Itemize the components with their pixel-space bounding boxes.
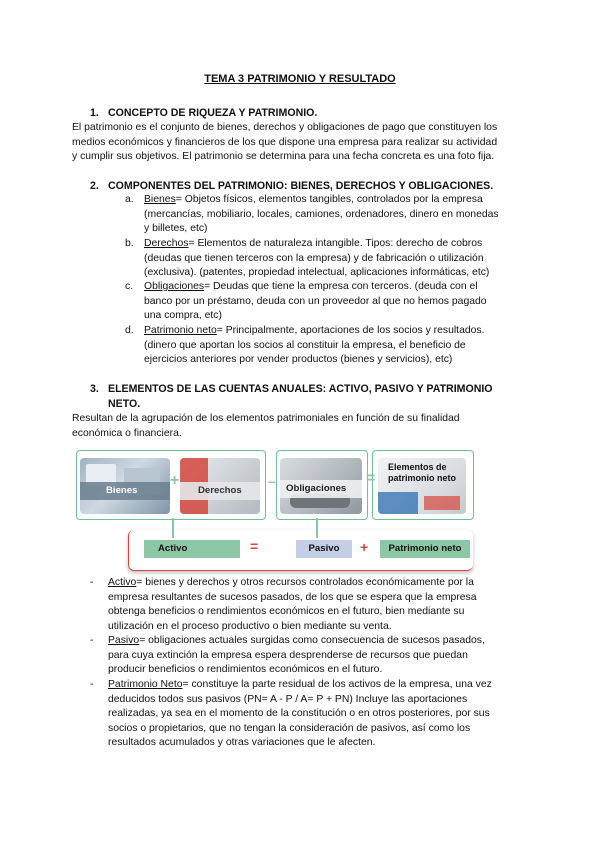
section-3-body	[72, 412, 534, 441]
bullet-dash: -	[90, 635, 94, 646]
component-item-bienes	[125, 193, 544, 237]
patrimonio-neto-box: Patrimonio neto	[380, 540, 470, 558]
text-line: realizadas, ya sea en el momento de la constitución o en otros posteriores, por sus	[108, 708, 490, 720]
obligaciones-image	[280, 458, 362, 514]
item-letter: c.	[125, 281, 134, 292]
item-term: Patrimonio neto	[144, 325, 217, 336]
derechos-image	[180, 458, 260, 514]
text-line: Elementos de	[388, 462, 447, 472]
minus-icon: –	[268, 473, 276, 489]
elementos-label	[388, 462, 456, 484]
text-line: económica o financiera.	[72, 427, 182, 439]
text-line: ejercicios anteriores por vender productos (bienes y servicios), etc)	[144, 354, 453, 366]
text-line: y billetes, etc)	[144, 223, 208, 235]
text-line: (deudas que tienen terceros con la empresa) y de fabricación o utilización	[144, 252, 484, 264]
text-line: = Deudas que tiene la empresa con terceros. (deuda con el	[204, 281, 478, 292]
section-number: 1.	[90, 107, 99, 119]
text-line: = Objetos físicos, elementos tangibles, controlados por la empresa	[175, 194, 483, 205]
text-line: = Principalmente, aportaciones de los socios y resultados.	[216, 325, 485, 336]
derechos-label: Derechos	[198, 485, 242, 496]
component-item-obligaciones	[125, 280, 544, 324]
bullet-dash: -	[90, 577, 94, 588]
text-line: para cuya extinción la empresa espera desprenderse de recursos que puedan	[108, 649, 468, 661]
item-letter: a.	[125, 194, 134, 205]
section-title: NETO.	[108, 397, 141, 410]
bullet-term: Pasivo	[108, 635, 140, 646]
section-1-body	[72, 121, 534, 165]
text-line: = constituye la parte residual de los activos de la empresa, una vez	[182, 679, 492, 690]
text-line: y cumplir sus objetivos. El patrimonio se determina para una fecha concreta es una foto fija.	[72, 151, 495, 163]
component-item-derechos	[125, 237, 544, 281]
section-number: 3.	[90, 383, 99, 395]
plus-icon: +	[360, 539, 369, 555]
bullet-pasivo	[90, 634, 528, 678]
text-line: (mercancías, mobiliario, locales, camiones, ordenadores, dinero en monedas	[144, 208, 499, 220]
text-line: banco por un préstamo, deuda con un proveedor al que no hemos pagado	[144, 295, 487, 307]
pasivo-box: Pasivo	[296, 540, 352, 558]
section-number: 2.	[90, 180, 99, 192]
plus-icon: +	[170, 472, 180, 489]
obligaciones-label: Obligaciones	[286, 483, 347, 494]
activo-box: Activo	[144, 540, 240, 558]
text-line: utilización en el proceso productivo o bien mediante su venta.	[108, 620, 392, 632]
text-line: empresa resultantes de sucesos pasados, de los que se espera que la empresa	[108, 591, 477, 603]
text-line: producir beneficios o rendimientos económicos en el futuro.	[108, 664, 383, 676]
section-title: ELEMENTOS DE LAS CUENTAS ANUALES: ACTIVO, PASIVO Y PATRIMONIO	[108, 383, 493, 395]
elementos-image	[378, 458, 466, 514]
text-line: socios o propietarios, que no tengan la consideración de pasivos, así como los	[108, 722, 471, 734]
text-line: resultados acumulados y otras variaciones que le afecten.	[108, 737, 376, 749]
section-1-heading	[90, 106, 318, 121]
section-title: CONCEPTO DE RIQUEZA Y PATRIMONIO.	[108, 107, 318, 119]
bienes-label: Bienes	[106, 485, 138, 496]
item-term: Bienes	[144, 194, 176, 205]
page-title: TEMA 3 PATRIMONIO Y RESULTADO	[204, 73, 396, 85]
equals-icon: =	[366, 470, 376, 487]
text-line: medios económicos y financieros de los que dispone una empresa para realizar su actividad	[72, 136, 498, 148]
text-line: (dinero que aportan los socios al constituir la empresa, el beneficio de	[144, 339, 466, 351]
bullet-patrimonio-neto	[90, 678, 528, 751]
equals-icon: =	[250, 538, 259, 554]
bienes-image	[80, 458, 170, 514]
text-line: (exclusiva). (patentes, propiedad intelectual, aplicaciones informáticas, etc)	[144, 267, 490, 279]
section-title: COMPONENTES DEL PATRIMONIO: BIENES, DERECHOS Y OBLIGACIONES.	[108, 180, 494, 192]
section-2-heading	[90, 179, 494, 194]
item-letter: d.	[125, 325, 134, 336]
text-line: = obligaciones actuales surgidas como consecuencia de sucesos pasados,	[139, 635, 485, 646]
text-line: una compra, etc)	[144, 310, 222, 322]
text-line: patrimonio neto	[388, 473, 456, 483]
text-line: Resultan de la agrupación de los elementos patrimoniales en función de su finalidad	[72, 413, 460, 424]
text-line: = Elementos de naturaleza intangible. Tipos: derecho de cobros	[188, 238, 483, 249]
bullet-term: Activo	[108, 577, 137, 588]
text-line: El patrimonio es el conjunto de bienes, derechos y obligaciones de pago que constituyen los	[72, 122, 498, 133]
component-item-patrimonio-neto	[125, 324, 544, 368]
item-term: Obligaciones	[144, 281, 205, 292]
item-letter: b.	[125, 238, 134, 249]
item-term: Derechos	[144, 238, 189, 249]
bullet-term: Patrimonio Neto	[108, 679, 183, 690]
text-line: deducidos todos sus pasivos (PN= A - P / A= P + PN) Incluye las aportaciones	[108, 693, 468, 705]
bullet-dash: -	[90, 679, 94, 690]
patrimony-diagram	[72, 446, 532, 574]
text-line: obtenga beneficios o rendimientos económicos en el futuro, bien mediante su	[108, 606, 465, 618]
frame-mark	[124, 540, 130, 548]
text-line: = bienes y derechos y otros recursos controlados económicamente por la	[136, 577, 474, 588]
section-3-heading	[90, 382, 528, 411]
bullet-activo	[90, 576, 528, 634]
